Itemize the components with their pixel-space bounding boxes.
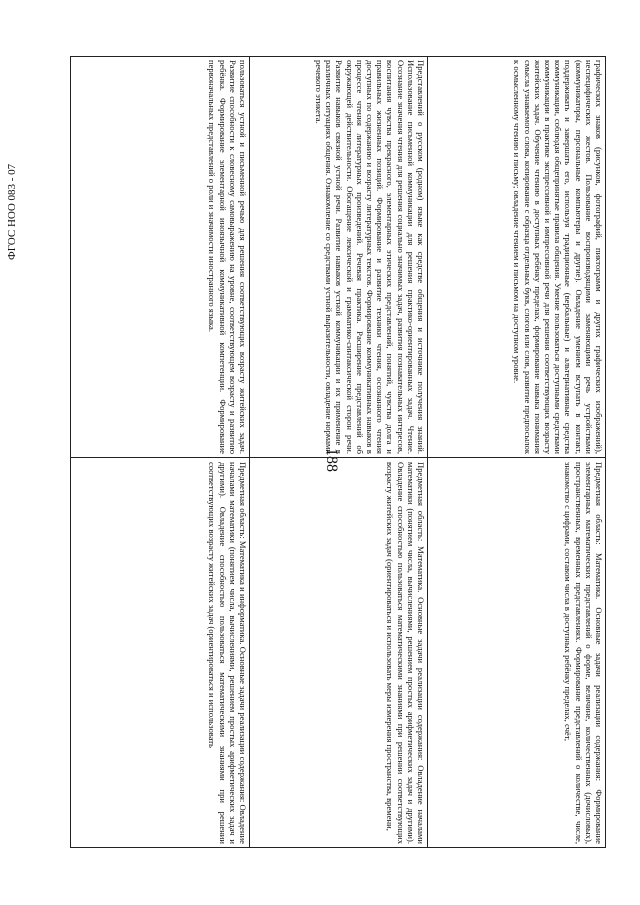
cell-r1-left [70,56,250,458]
page-number: 188 [323,448,340,472]
doc-code: ФГОС НОО 083 - 07 [6,163,18,260]
cell-r1-middle [250,56,428,458]
cell-r2-middle [250,458,428,848]
table-sheet [70,56,640,844]
cell-r2-left [70,458,250,848]
rotated-table [70,56,606,848]
running-header [6,60,36,280]
cell-r2-middle-text: Предметная область: Математика. Основные задачи реализации содержания: Овладение началами математики (понятием числа, вычислениями, решением простых арифметических задач и другими). Овладение способностью пользоваться математическими знаниями при решении соответствующих возрасту житейских задач (ориентироваться и использовать меры измерения пространства, времени, [385,462,426,844]
cell-r1-middle-text: Представлений о русском (родном) языке как средстве общения и источнике получения знаний. Использование письменной коммуникации для решения практико-ориентированных задач. Чтение. Осознание значения чтения для решения социально значимых задач, развития познавательных интересов, воспитания чувства прекрасного, элементарных этических представлений, понятий, чувства долга и правильных жизненных позиций. Формирование и развитие техники чтения, осознанного чтения доступных по содержанию и возрасту литературных текстов. Формирование коммуникативных навыков в процессе чтения литературных произведений. Речевая практика. Расширение представлений об окружающей действительности. Обогащение лексической и грамматико-синтаксической сторон речи. Развитие навыков связной устной речи. Развитие навыков устной коммуникации и их применение в различных ситуациях общения. Ознакомление со средствами устной выразительности, овладение нормами речевого этикета. [313,60,426,454]
cell-r1-left-text: пользоваться устной и письменной речью для решения соответствующих возрасту житейских задач. Развитие способности к словесному самовыражению на уровне, соответствующем возрасту и развитию ребёнка. Формирование элементарной иноязычной коммуникативной компетенции. Формирование первоначальных представлений о роли и значимости иностранного языка. [207,60,248,454]
cell-r1-right-text: графических знаков (рисунков, фотографий, пиктограмм и других графических изображений), неспецифических жестов. Пользование воспроизводящими заменяющими речь устройствами (коммуникаторы, персональные компьютеры и другие). Овладение умением вступать в контакт, поддерживать и завершать его, используя традиционные (вербальные) и альтернативные средства коммуникации, соблюдая общепринятые правила общения. Умение пользоваться доступными средствами коммуникации в практике экспрессивной и импрессивной речи для решения соответствующих возрасту житейских задач. Обучение чтению в доступных ребёнку пределах, формирование навыка понимания смысла узнаваемого слова, копирование с образца отдельных букв, слогов или слов, развитие предпосылок к осмысленному чтению и письму; овладение чтением и письмом на доступном уровне. [512,60,604,454]
cell-r2-right [428,458,606,848]
cell-r2-left-text: Предметная область: Математика и информатика. Основные задачи реализации содержания: Овладение началами математики (понятием числа, вычислениями, решением простых арифметических задач и другими). Овладение способностью пользоваться математическими знаниями при решении соответствующих возрасту житейских задач (ориентироваться и использовать [207,462,248,844]
cell-r1-right [428,56,606,458]
cell-r2-right-text: Предметная область: Математика. Основные задачи реализации содержания: Формирование элементарных математических представлений о форме, величине, количественных (дочисловых), пространственных, временных представлениях. Формирование представлений о количестве, числе, знакомство с цифрами, составом числа в доступных ребёнку пределах, счёт, [563,462,604,844]
